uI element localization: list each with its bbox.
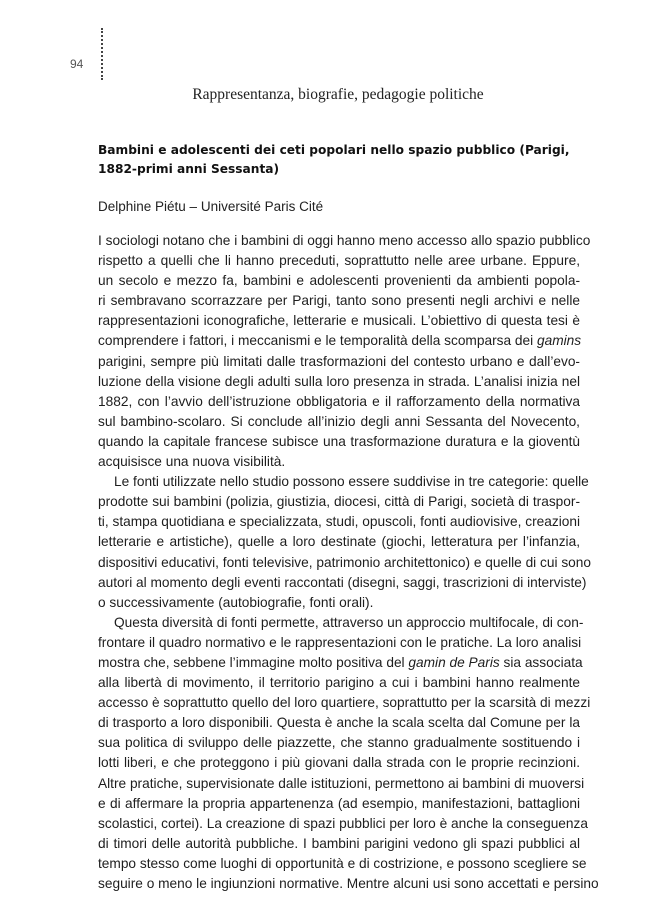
body-line: rappresentazioni iconografiche, letterarie e musicali. L’obiettivo di questa tesi è <box>98 313 580 329</box>
body-line: o successivamente (autobiografie, fonti orali). <box>98 594 374 610</box>
body-line: rispetto a quelli che li hanno preceduti, soprattutto nelle aree urbane. Eppure, <box>98 253 580 269</box>
body-line: letterarie e artistiche), quelle a loro destinate (giochi, letteratura per l’infanzia, <box>98 534 580 550</box>
body-line: I sociologi notano che i bambini di oggi hanno meno accesso allo spazio pubblico <box>98 233 591 248</box>
body-line: scolastici, cortei). La creazione di spazi pubblici per loro è anche la conseguenza <box>98 815 588 831</box>
body-line: lotti liberi, e che proteggono i più giovani dalla strada con le proprie recinzioni. <box>98 755 580 771</box>
body-line: Le fonti utilizzate nello studio possono essere suddivise in tre categorie: quelle <box>114 474 589 490</box>
body-line: sul bambino-scolaro. Si conclude all’inizio degli anni Sessanta del Novecento, <box>98 413 580 429</box>
body-line: 1882, con l’avvio dell’istruzione obbligatoria e il rafforzamento della normativa <box>98 393 580 409</box>
body-line: acquisisce una nuova visibilità. <box>98 454 286 470</box>
body-line: prodotte sui bambini (polizia, giustizia, diocesi, città di Parigi, società di traspor- <box>98 494 580 510</box>
body-line: e di affermare la propria appartenenza (ad esempio, manifestazioni, battaglioni <box>98 795 580 811</box>
body-line: un secolo e mezzo fa, bambini e adolescenti provenienti da ambienti popola- <box>98 273 580 289</box>
title-line: 1882-primi anni Sessanta) <box>98 162 280 176</box>
body-line <box>98 653 583 673</box>
body-line: ri sembravano scorrazzare per Parigi, tanto sono presenti negli archivi e nelle <box>98 293 580 309</box>
body-line: Questa diversità di fonti permette, attraverso un approccio multifocale, di con- <box>114 614 584 630</box>
body-line-text: mostra che, sebbene l’immagine molto positiva del <box>98 654 405 670</box>
body-line: accesso è soprattutto quello del loro quartiere, soprattutto per la scarsità di mezzi <box>98 695 591 711</box>
body-line: luzione della visione degli adulti sulla loro presenza in strada. L’analisi inizia nel <box>98 373 580 389</box>
body-line: autori al momento degli eventi raccontati (disegni, saggi, trascrizioni di interviste) <box>98 574 587 590</box>
author-line: Delphine Piétu – Université Paris Cité <box>98 199 324 214</box>
title-line: Bambini e adolescenti dei ceti popolari nello spazio pubblico (Parigi, <box>98 143 570 157</box>
body-line: dispositivi educativi, fonti televisive, patrimonio architettonico) e quelle di cui sono <box>98 554 592 570</box>
margin-rule <box>101 28 103 80</box>
running-head: Rappresentanza, biografie, pedagogie politiche <box>192 86 484 103</box>
italic-term: gamin de Paris <box>408 654 500 670</box>
body-line: frontare il quadro normativo e le rappresentazioni con le pratiche. La loro analisi <box>98 634 582 650</box>
page-number: 94 <box>70 57 84 71</box>
article-title <box>98 141 588 179</box>
body-line: quando la capitale francese subisce una trasformazione duratura e la gioventù <box>98 433 580 449</box>
body-line <box>98 331 580 351</box>
body-line: ti, stampa quotidiana e specializzata, studi, opuscoli, fonti audiovisive, creazioni <box>98 514 580 530</box>
body-text <box>98 231 599 894</box>
body-line: parigini, sempre più limitati dalle trasformazioni del contesto urbano e dall’evo- <box>98 353 580 369</box>
body-line: seguire o meno le ingiunzioni normative. Mentre alcuni usi sono accettati e persino <box>98 876 599 891</box>
body-line: sua politica di sviluppo delle piazzette, che stanno gradualmente sostituendo i <box>98 735 580 751</box>
italic-term: gamins <box>536 333 582 349</box>
body-line: Altre pratiche, supervisionate dalle istituzioni, permettono ai bambini di muoversi <box>98 775 585 791</box>
body-line: di timori delle autorità pubbliche. I bambini parigini vedono gli spazi pubblici al <box>98 835 580 851</box>
body-line: di trasporto a loro disponibili. Questa è anche la scala scelta dal Comune per la <box>98 715 580 731</box>
body-line: alla libertà di movimento, il territorio parigino a cui i bambini hanno realmente <box>98 675 580 691</box>
body-line-text: comprendere i fattori, i meccanismi e le temporalità della scomparsa dei <box>98 333 534 349</box>
body-line: tempo stesso come luoghi di opportunità e di costrizione, e possono scegliere se <box>98 855 587 871</box>
body-line-text: sia associata <box>499 654 583 670</box>
